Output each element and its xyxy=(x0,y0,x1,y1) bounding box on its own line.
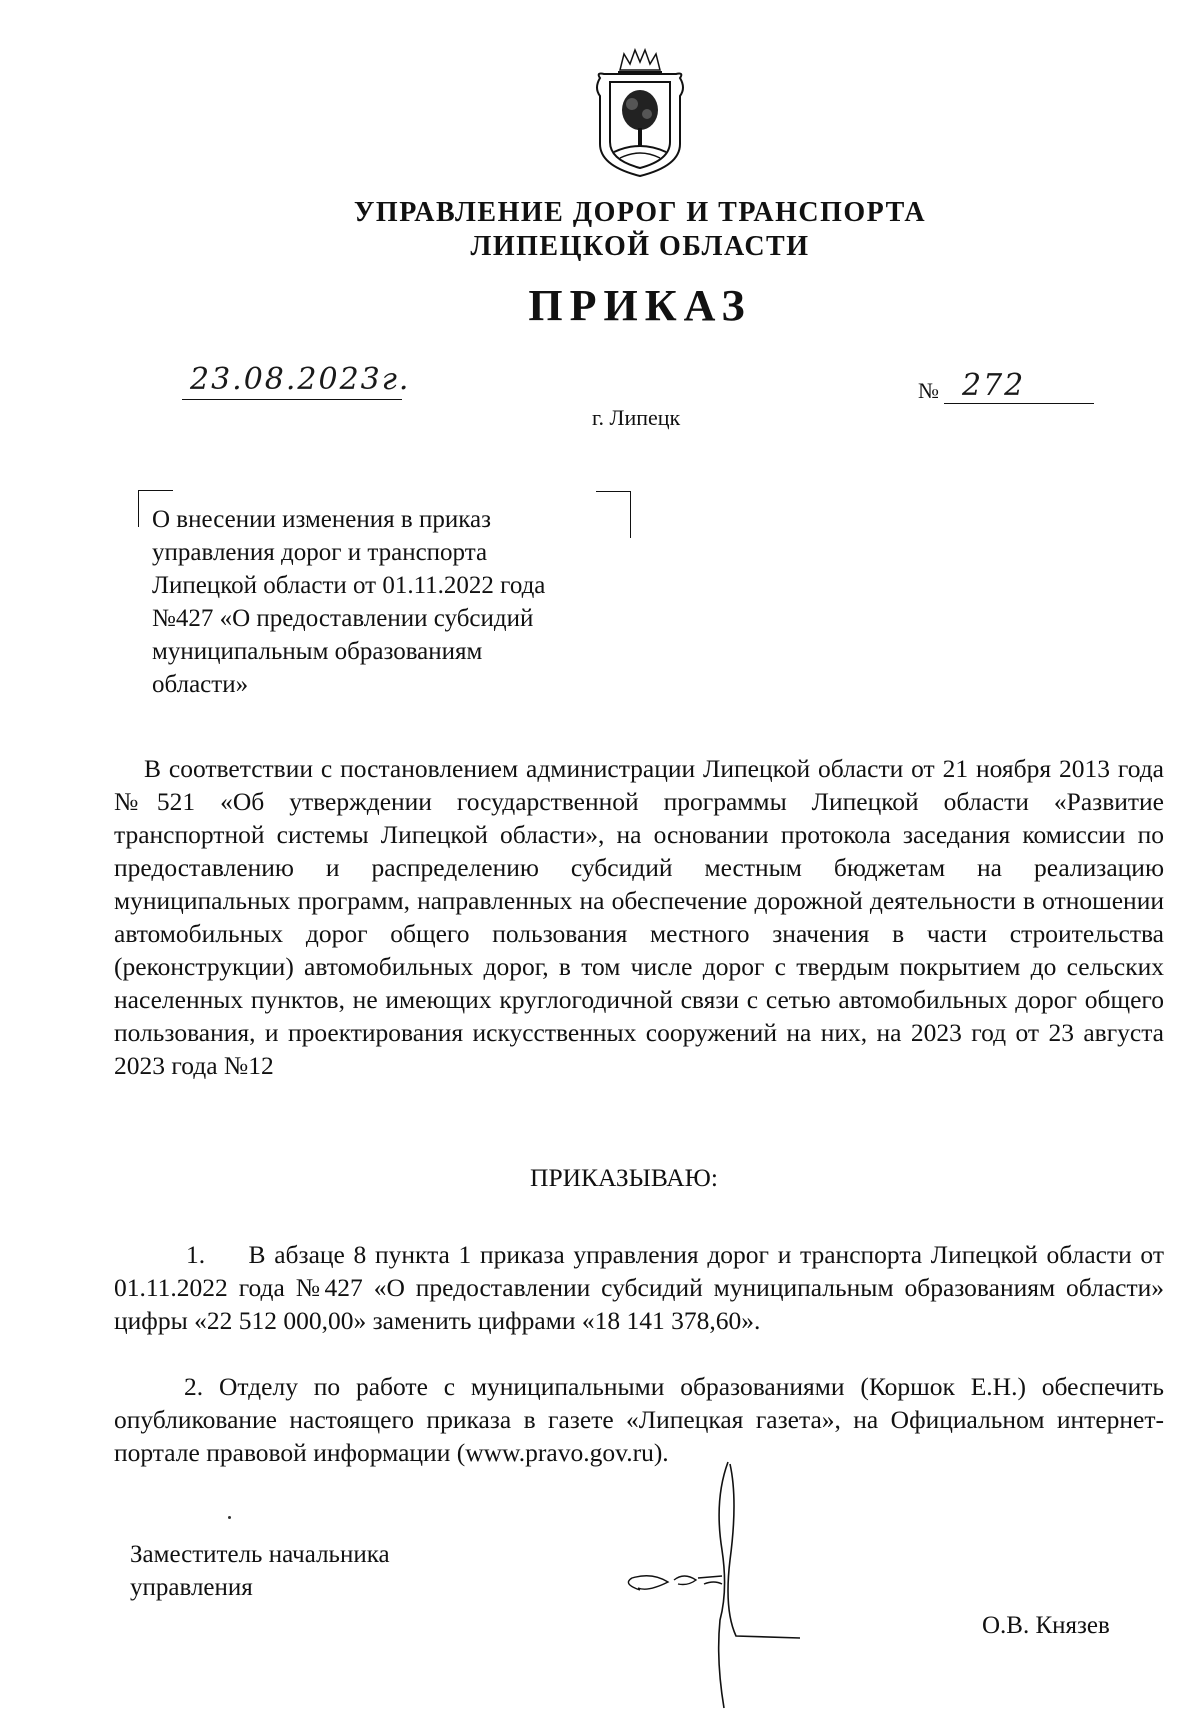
organization-name-line1: УПРАВЛЕНИЕ ДОРОГ И ТРАНСПОРТА xyxy=(353,197,927,228)
order-item-2: 2. Отделу по работе с муниципальными образованиями (Коршок Е.Н.) обеспечить опубликование настоящего приказа в газете «Липецкая газета», на Официальном интернет-портале правовой информации (www.pravo.gov.ru). xyxy=(114,1372,1164,1467)
document-number: 272 xyxy=(962,368,1026,403)
subject-line: управления дорог и транспорта xyxy=(152,539,488,566)
subject-line: области» xyxy=(152,671,249,698)
date-underline xyxy=(182,399,402,400)
signatory-name: О.В. Князев xyxy=(982,1612,1110,1639)
order-item-1: 1. В абзаце 8 пункта 1 приказа управления дорог и транспорта Липецкой области от 01.11.2022 года №427 «О предоставлении субсидий муниципальным образованиям области» цифры «22 512 000,00» заменить цифрами «18 141 378,60». xyxy=(114,1240,1164,1335)
coat-of-arms-icon xyxy=(592,48,688,178)
orders-heading: ПРИКАЗЫВАЮ: xyxy=(530,1163,718,1192)
subject-line: муниципальным образованиям xyxy=(152,638,483,665)
city-label: г. Липецк xyxy=(592,405,681,430)
subject-line: О внесении изменения в приказ xyxy=(152,506,491,533)
handwritten-signature-icon xyxy=(618,1460,828,1710)
signatory-position xyxy=(130,1538,390,1604)
number-label: № xyxy=(918,378,939,403)
preamble-paragraph: В соответствии с постановлением администрации Липецкой области от 21 ноября 2013 года №521 «Об утверждении государственной программы Липецкой области «Развитие транспортной системы Липецкой области», на основании протокола заседания комиссии по предоставлению и распределению субсидий местным бюджетам на реализацию муниципальных программ, направленных на обеспечение дорожной деятельности в отношении автомобильных дорог общего пользования местного значения в части строительства (реконструкции) автомобильных дорог, в том числе дорог с твердым покрытием до сельских населенных пунктов, не имеющих круглогодичной связи с сетью автомобильных дорог общего пользования, и проектирования искусственных сооружений на них, на 2023 год от 23 августа 2023 года №12 xyxy=(114,754,1164,1080)
number-underline xyxy=(944,403,1094,404)
organization-name-line2: ЛИПЕЦКОЙ ОБЛАСТИ xyxy=(470,231,810,262)
document-subject xyxy=(152,503,622,701)
subject-line: №427 «О предоставлении субсидий xyxy=(152,605,534,632)
subject-line: Липецкой области от 01.11.2022 года xyxy=(152,572,546,599)
signatory-position-line2: управления xyxy=(130,1574,253,1601)
scan-speck xyxy=(228,1516,231,1519)
signatory-position-line1: Заместитель начальника xyxy=(130,1541,390,1568)
document-type-title: ПРИКАЗ xyxy=(528,281,752,330)
document-date: 23.08.2023г. xyxy=(190,362,411,397)
